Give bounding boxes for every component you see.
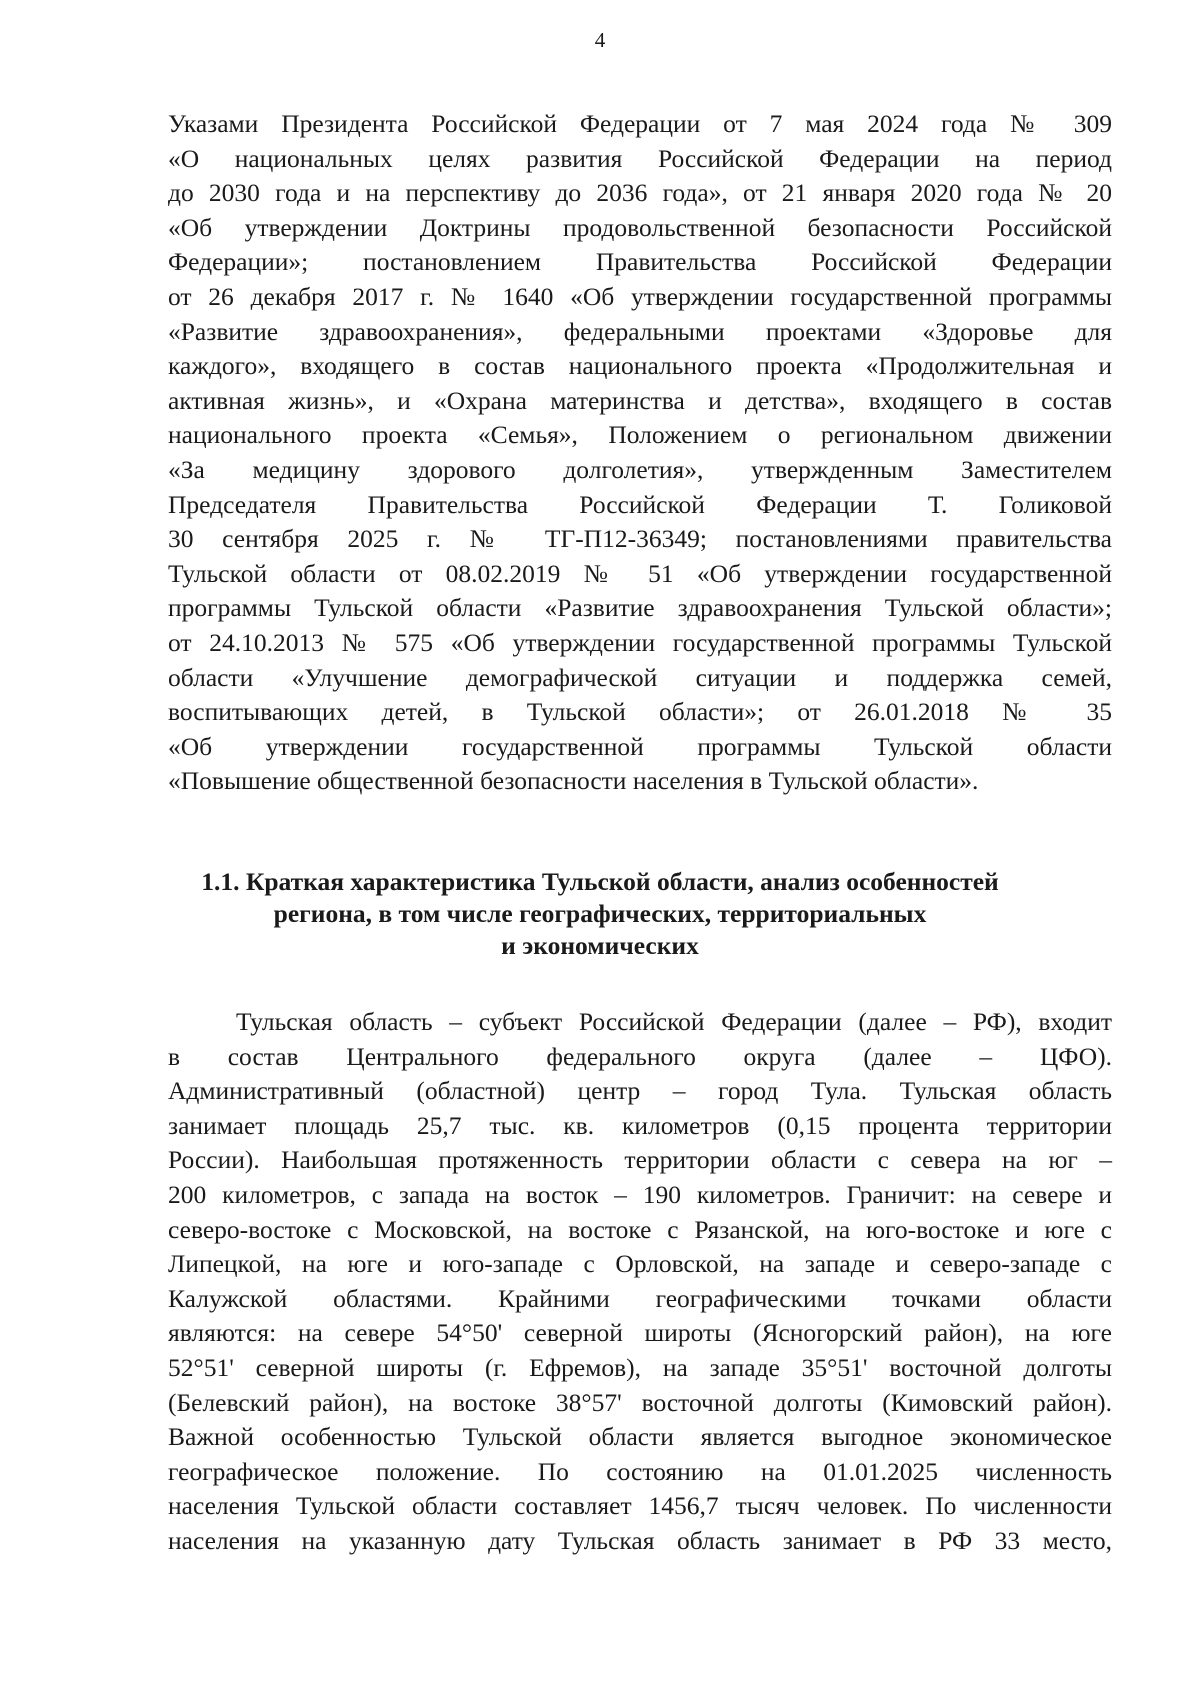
paragraph-line: Важной особенностью Тульской области является выгодное экономическое	[168, 1422, 1112, 1452]
paragraph-line: Тульской области от 08.02.2019 № 51 «Об утверждении государственной	[168, 558, 1112, 588]
paragraph-line: каждого», входящего в состав национального проекта «Продолжительная и	[168, 351, 1112, 381]
page-number: 4	[594, 28, 606, 52]
paragraph-line: активная жизнь», и «Охрана материнства и детства», входящего в состав	[168, 385, 1112, 415]
paragraph-line: 200 километров, с запада на восток – 190 километров. Граничит: на севере и	[168, 1179, 1112, 1209]
paragraph-line: «Развитие здравоохранения», федеральными проектами «Здоровье для	[168, 316, 1112, 346]
paragraph-line: «О национальных целях развития Российской Федерации на период	[168, 143, 1112, 173]
heading-line: 1.1. Краткая характеристика Тульской области, анализ особенностей	[201, 867, 999, 896]
paragraph-line: занимает площадь 25,7 тыс. кв. километров (0,15 процента территории	[168, 1110, 1112, 1140]
paragraph-line: (Белевский район), на востоке 38°57' восточной долготы (Кимовский район).	[168, 1387, 1112, 1417]
paragraph-line: 52°51' северной широты (г. Ефремов), на западе 35°51' восточной долготы	[168, 1352, 1112, 1382]
heading-line: региона, в том числе географических, территориальных	[273, 899, 927, 928]
paragraph-line: Тульская область – субъект Российской Федерации (далее – РФ), входит	[236, 1007, 1112, 1036]
region-description-paragraph	[168, 1005, 1112, 1559]
paragraph-line: населения на указанную дату Тульская область занимает в РФ 33 место,	[168, 1525, 1112, 1555]
paragraph-line: России). Наибольшая протяженность территории области с севера на юг –	[168, 1145, 1112, 1175]
paragraph-line: до 2030 года и на перспективу до 2036 года», от 21 января 2020 года № 20	[168, 178, 1112, 208]
paragraph-line: области «Улучшение демографической ситуации и поддержка семей,	[168, 662, 1112, 692]
paragraph-line: населения Тульской области составляет 1456,7 тысяч человек. По численности	[168, 1491, 1112, 1521]
paragraph-line: Административный (областной) центр – город Тула. Тульская область	[168, 1076, 1112, 1106]
intro-paragraph	[168, 107, 1112, 799]
paragraph-line: 30 сентября 2025 г. № ТГ-П12-36349; постановлениями правительства	[168, 524, 1112, 554]
paragraph-line: от 26 декабря 2017 г. № 1640 «Об утверждении государственной программы	[168, 281, 1112, 311]
paragraph-line: Липецкой, на юге и юго-западе с Орловской, на западе и северо-западе с	[168, 1249, 1112, 1279]
section-heading	[0, 866, 1200, 962]
paragraph-line: «Повышение общественной безопасности населения в Тульской области».	[168, 766, 979, 796]
paragraph-line: Председателя Правительства Российской Федерации Т. Голиковой	[168, 489, 1112, 519]
paragraph-line: воспитывающих детей, в Тульской области»; от 26.01.2018 № 35	[168, 697, 1112, 727]
paragraph-line: северо-востоке с Московской, на востоке с Рязанской, на юго-востоке и юге с	[168, 1214, 1112, 1244]
paragraph-line: Калужской областями. Крайними географическими точками области	[168, 1283, 1112, 1313]
paragraph-line: Федерации»; постановлением Правительства Российской Федерации	[168, 247, 1112, 277]
paragraph-line: «Об утверждении Доктрины продовольственной безопасности Российской	[168, 212, 1112, 242]
paragraph-line: программы Тульской области «Развитие здравоохранения Тульской области»;	[168, 593, 1112, 623]
heading-line: и экономических	[501, 931, 699, 960]
paragraph-line: национального проекта «Семья», Положением о региональном движении	[168, 420, 1112, 450]
paragraph-line: от 24.10.2013 № 575 «Об утверждении государственной программы Тульской	[168, 627, 1112, 657]
paragraph-line: «За медицину здорового долголетия», утвержденным Заместителем	[168, 454, 1112, 484]
paragraph-line: Указами Президента Российской Федерации от 7 мая 2024 года № 309	[168, 109, 1112, 138]
paragraph-line: «Об утверждении государственной программы Тульской области	[168, 731, 1112, 761]
paragraph-line: являются: на севере 54°50' северной широты (Ясногорский район), на юге	[168, 1318, 1112, 1348]
paragraph-line: географическое положение. По состоянию на 01.01.2025 численность	[168, 1456, 1112, 1486]
paragraph-line: в состав Центрального федерального округа (далее – ЦФО).	[168, 1041, 1112, 1071]
